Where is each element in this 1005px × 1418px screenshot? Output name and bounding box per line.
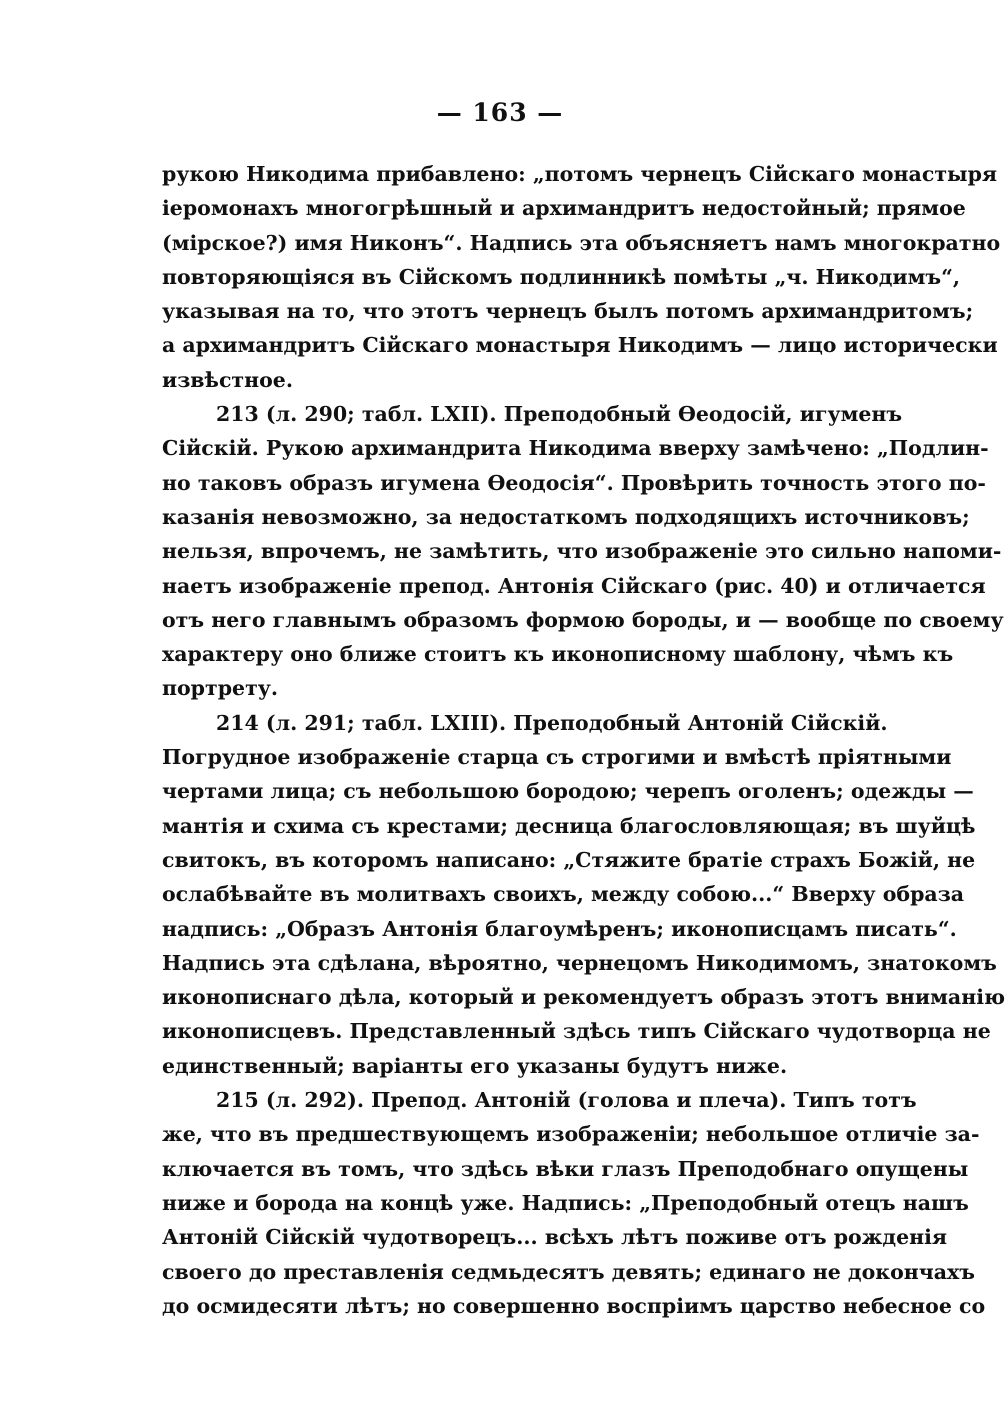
text-line: (мірское?) имя Никонъ“. Надпись эта объясняетъ намъ многократно [162,230,1001,255]
text-line: ниже и борода на концѣ уже. Надпись: „Преподобный отецъ нашъ [162,1190,969,1215]
text-line: иконописцевъ. Представленный здѣсь типъ Сійскаго чудотворца не [162,1019,991,1044]
text-line: Погрудное изображеніе старца съ строгими и вмѣстѣ пріятными [162,745,952,770]
text-line: повторяющіяся въ Сійскомъ подлинникѣ помѣты „ч. Никодимъ“, [162,264,961,289]
text-line: указывая на то, что этотъ чернецъ былъ потомъ архимандритомъ; [162,299,974,324]
text-line: рукою Никодима прибавлено: „потомъ чернецъ Сійскаго монастыря [162,162,998,186]
text-line: отъ него главнымъ образомъ формою бороды, и — вообще по своему [162,607,1004,632]
text-line: ключается въ томъ, что здѣсь вѣки глазъ Преподобнаго опущены [162,1156,969,1181]
text-line: единственный; варіанты его указаны будутъ ниже. [162,1053,788,1078]
text-line-entry-215: 215 (л. 292). Препод. Антоній (голова и плеча). Типъ тотъ [216,1088,917,1113]
text-line: надпись: „Образъ Антонія благоумѣренъ; иконописцамъ писать“. [162,916,957,941]
text-line: извѣстное. [162,367,293,392]
text-line: наетъ изображеніе препод. Антонія Сійскаго (рис. 40) и отличается [162,573,986,598]
text-line: иконописнаго дѣла, который и рекомендуетъ образъ этотъ вниманію [162,985,1005,1010]
text-line: казанія невозможно, за недостаткомъ подходящихъ источниковъ; [162,504,970,529]
text-line: но таковъ образъ игумена Өеодосія“. Провѣрить точность этого по- [162,470,986,495]
text-line: своего до преставленія седмьдесятъ девять; единаго не докончахъ [162,1259,975,1284]
text-line: до осмидесяти лѣтъ; но совершенно воспріимъ царство небесное со [162,1293,986,1318]
text-line-entry-213: 213 (л. 290; табл. LXII). Преподобный Өеодосій, игуменъ [216,402,903,427]
text-line: мантія и схима съ крестами; десница благословляющая; въ шуйцѣ [162,813,976,838]
page-number: — 163 — [436,98,564,127]
text-line: а архимандритъ Сійскаго монастыря Никодимъ — лицо исторически [162,333,998,358]
body-text [162,157,1005,1323]
text-line: ослабѣвайте въ молитвахъ своихъ, между собою...“ Вверху образа [162,882,965,907]
text-line: іеромонахъ многогрѣшный и архимандритъ недостойный; прямое [162,196,966,221]
text-line: портрету. [162,676,279,701]
text-line: Антоній Сійскій чудотворецъ... всѣхъ лѣтъ поживе отъ рожденія [162,1225,948,1250]
text-line: же, что въ предшествующемъ изображеніи; небольшое отличіе за- [162,1122,980,1147]
text-line: нельзя, впрочемъ, не замѣтить, что изображеніе это сильно напоми- [162,539,1002,564]
text-line: Надпись эта сдѣлана, вѣроятно, чернецомъ Никодимомъ, знатокомъ [162,950,997,975]
text-line: свитокъ, въ которомъ написано: „Стяжите братіе страхъ Божій, не [162,847,976,872]
text-line: Сійскій. Рукою архимандрита Никодима вверху замѣчено: „Подлин- [162,436,989,461]
text-line: чертами лица; съ небольшою бородою; черепъ оголенъ; одежды — [162,779,974,804]
text-line-entry-214: 214 (л. 291; табл. LXIII). Преподобный Антоній Сійскій. [216,710,888,735]
text-line: характеру оно ближе стоитъ къ иконописному шаблону, чѣмъ къ [162,642,954,667]
